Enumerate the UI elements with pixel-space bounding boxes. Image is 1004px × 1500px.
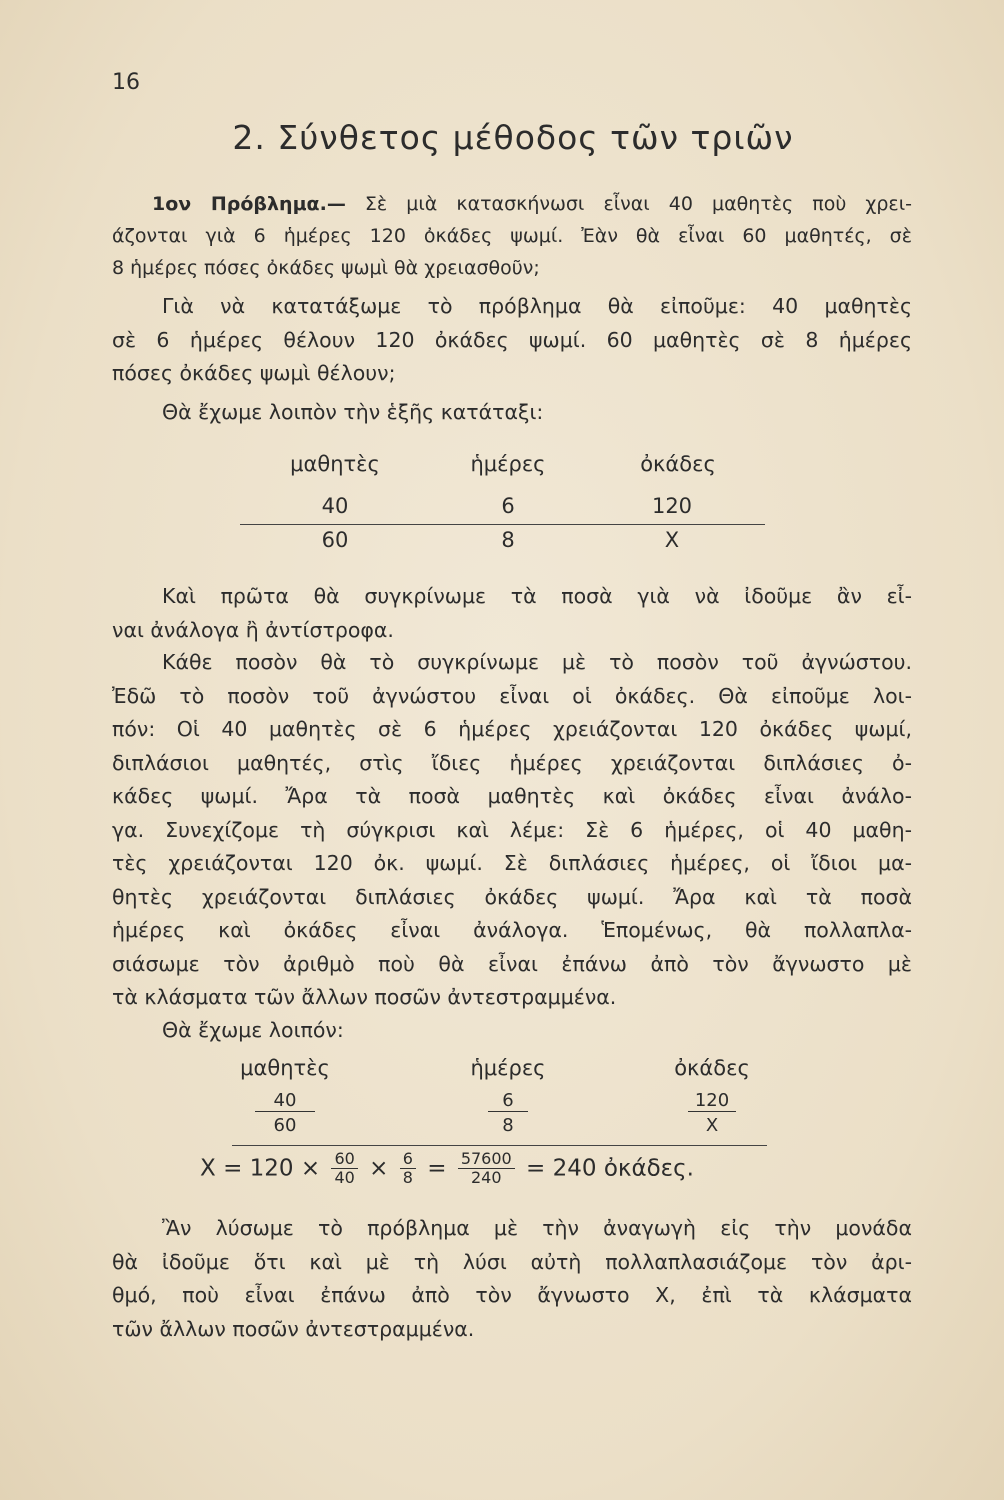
text-line: τὰ κλάσματα τῶν ἄλλων ποσῶν ἀντεστραμμένα. bbox=[112, 985, 617, 1009]
text-line: ναι ἀνάλογα ἢ ἀντίστροφα. bbox=[112, 617, 394, 642]
paragraph-compare bbox=[112, 580, 912, 647]
text-line: τὲς χρειάζονται 120 ὀκ. ψωμί. Σὲ διπλάσιες ἡμέρες, οἱ ἴδιοι μα- bbox=[112, 851, 912, 875]
table-divider bbox=[232, 1145, 767, 1146]
fraction bbox=[458, 1150, 515, 1187]
fraction-denominator: 8 bbox=[402, 1168, 413, 1187]
page-number: 16 bbox=[112, 70, 140, 95]
fraction-denominator: 240 bbox=[470, 1168, 502, 1187]
column-header: μαθητὲς bbox=[290, 452, 380, 476]
fraction-numerator: 6 bbox=[488, 1090, 528, 1112]
text-line: θητὲς χρειάζονται διπλάσιες ὀκάδες ψωμί. Ἄρα καὶ τὰ ποσὰ bbox=[112, 884, 912, 909]
fraction-denominator: 40 bbox=[334, 1168, 355, 1187]
paragraph-classification bbox=[112, 290, 912, 391]
fraction-numerator: 57600 bbox=[458, 1150, 515, 1169]
text-line: διπλάσιοι μαθητές, στὶς ἴδιες ἡμέρες χρειάζονται διπλάσιες ὀ- bbox=[112, 750, 912, 775]
chapter-title: 2. Σύνθετος μέθοδος τῶν τριῶν bbox=[232, 118, 794, 157]
text-line: σὲ 6 ἡμέρες θέλουν 120 ὀκάδες ψωμί. 60 μαθητὲς σὲ 8 ἡμέρες bbox=[112, 327, 912, 352]
column-header: ἡμέρες bbox=[470, 452, 546, 476]
fraction-denominator: X bbox=[705, 1115, 719, 1136]
fraction-numerator: 40 bbox=[255, 1090, 315, 1112]
table-cell: 40 bbox=[321, 494, 349, 518]
table-divider bbox=[240, 524, 765, 525]
text-line: σιάσωμε τὸν ἀριθμὸ ποὺ θὰ εἶναι ἐπάνω ἀπὸ τὸν ἄγνωστο μὲ bbox=[112, 951, 912, 976]
table-cell: 6 bbox=[501, 494, 515, 518]
equals-sign: = bbox=[427, 1155, 447, 1182]
column-header: ἡμέρες bbox=[470, 1056, 546, 1080]
table-cell: X bbox=[664, 528, 680, 552]
text-line: πόσες ὀκάδες ψωμὶ θέλουν; bbox=[112, 361, 396, 385]
fraction-numerator: 6 bbox=[400, 1150, 416, 1169]
fraction bbox=[400, 1150, 416, 1187]
solution-formula bbox=[200, 1150, 694, 1187]
times-sign: × bbox=[369, 1155, 389, 1182]
problem-line: 8 ἡμέρες πόσες ὀκάδες ψωμὶ θὰ χρειασθοῦν; bbox=[112, 257, 540, 279]
table-cell: 60 bbox=[321, 528, 349, 552]
fraction-numerator: 120 bbox=[688, 1090, 736, 1112]
formula-result: = 240 ὀκάδες. bbox=[526, 1155, 694, 1182]
text-line: θμό, ποὺ εἶναι ἐπάνω ἀπὸ τὸν ἄγνωστο X, ἐπὶ τὰ κλάσματα bbox=[112, 1283, 912, 1307]
problem-line: Σὲ μιὰ κατασκήνωσι εἶναι 40 μαθητὲς ποὺ χρει- bbox=[364, 193, 912, 215]
text-line: γα. Συνεχίζομε τὴ σύγκρισι καὶ λέμε: Σὲ 6 ἡμέρες, οἱ 40 μαθη- bbox=[112, 817, 912, 842]
text-line: Κάθε ποσὸν θὰ τὸ συγκρίνωμε μὲ τὸ ποσὸν τοῦ ἀγνώστου. bbox=[162, 650, 912, 674]
fraction bbox=[331, 1150, 357, 1187]
column-header: ὀκάδες bbox=[640, 452, 716, 476]
text-line: Γιὰ νὰ κατατάξωμε τὸ πρόβλημα θὰ εἰποῦμε: 40 μαθητὲς bbox=[162, 294, 912, 318]
fraction-numerator: 60 bbox=[331, 1150, 357, 1169]
text-line: Θὰ ἔχωμε λοιπὸν τὴν ἑξῆς κατάταξι: bbox=[162, 400, 544, 424]
text-line: τῶν ἄλλων ποσῶν ἀντεστραμμένα. bbox=[112, 1316, 475, 1341]
text-line: θὰ ἰδοῦμε ὅτι καὶ μὲ τὴ λύσι αὐτὴ πολλαπλασιάζομε τὸν ἀρι- bbox=[112, 1249, 912, 1274]
paragraph-explanation bbox=[112, 646, 912, 1015]
text-line: Ἐδῶ τὸ ποσὸν τοῦ ἀγνώστου εἶναι οἱ ὀκάδες. Θὰ εἰποῦμε λοι- bbox=[112, 683, 912, 708]
table-cell: 120 bbox=[651, 494, 693, 518]
table-cell: 8 bbox=[501, 528, 515, 552]
column-header: ὀκάδες bbox=[674, 1056, 750, 1080]
text-line: κάδες ψωμί. Ἄρα τὰ ποσὰ μαθητὲς καὶ ὀκάδες εἶναι ἀνάλο- bbox=[112, 784, 912, 808]
formula-lhs: X = 120 × bbox=[200, 1155, 321, 1182]
text-line: Καὶ πρῶτα θὰ συγκρίνωμε τὰ ποσὰ γιὰ νὰ ἰδοῦμε ἂν εἶ- bbox=[162, 584, 912, 608]
problem-line: άζονται γιὰ 6 ἡμέρες 120 ὀκάδες ψωμί. Ἐὰν θὰ εἶναι 60 μαθητές, σὲ bbox=[112, 225, 912, 247]
fraction-denominator: 8 bbox=[502, 1115, 514, 1136]
text-line: Ἂν λύσωμε τὸ πρόβλημα μὲ τὴν ἀναγωγὴ εἰς τὴν μονάδα bbox=[162, 1216, 912, 1240]
fraction-denominator: 60 bbox=[273, 1115, 297, 1136]
text-line: ἡμέρες καὶ ὀκάδες εἶναι ἀνάλογα. Ἑπομένως, θὰ πολλαπλα- bbox=[112, 918, 912, 942]
paragraph-setup bbox=[112, 1014, 912, 1048]
text-line: Θὰ ἔχωμε λοιπόν: bbox=[162, 1018, 344, 1042]
column-header: μαθητὲς bbox=[240, 1056, 330, 1080]
problem-label: 1ον Πρόβλημα.— bbox=[152, 193, 346, 215]
problem-statement bbox=[112, 188, 912, 284]
paragraph-conclusion bbox=[112, 1212, 912, 1346]
text-line: πόν: Οἱ 40 μαθητὲς σὲ 6 ἡμέρες χρειάζονται 120 ὀκάδες ψωμί, bbox=[112, 717, 912, 741]
paragraph-intro-table bbox=[112, 396, 912, 430]
